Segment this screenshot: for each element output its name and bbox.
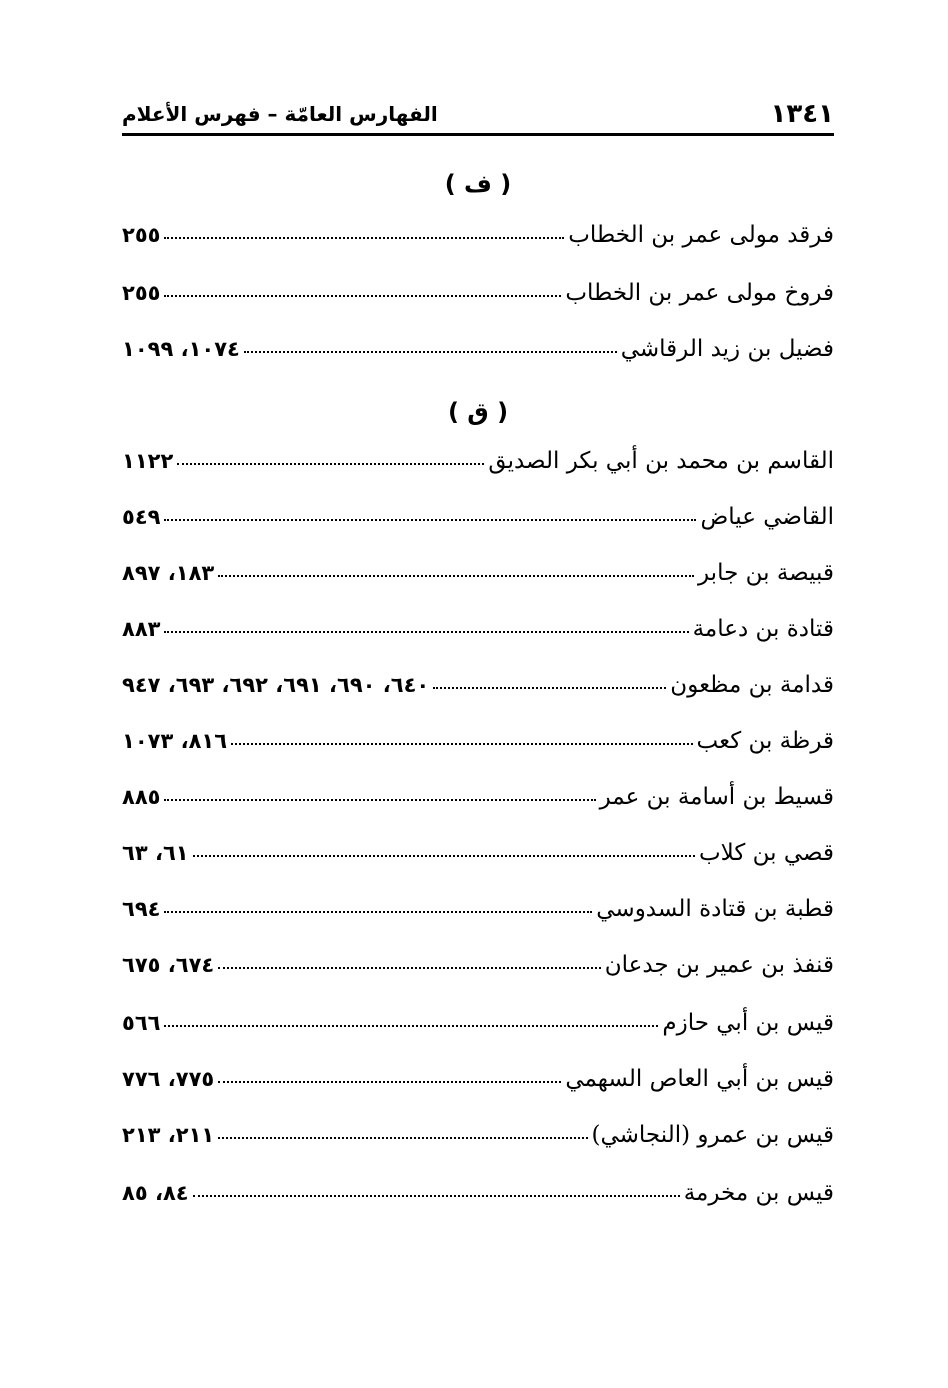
entry-name: فروخ مولى عمر بن الخطاب xyxy=(565,280,834,306)
entry-name: فضيل بن زيد الرقاشي xyxy=(620,336,834,362)
entry-pages: ٦٩٤ xyxy=(122,897,161,921)
dot-leader xyxy=(164,1025,658,1027)
index-entry xyxy=(122,672,834,712)
index-entry xyxy=(122,280,834,320)
dot-leader xyxy=(193,855,695,857)
dot-leader xyxy=(433,687,666,689)
entry-pages: ٧٧٥، ٧٧٦ xyxy=(122,1067,215,1091)
page-header xyxy=(122,96,834,132)
entry-name: فرقد مولى عمر بن الخطاب xyxy=(568,222,834,248)
entry-pages: ٨٨٥ xyxy=(122,785,161,809)
index-entry xyxy=(122,222,834,262)
entry-name: القاضي عياض xyxy=(700,504,834,530)
index-entry xyxy=(122,1122,834,1162)
entry-name: قيس بن مخرمة xyxy=(683,1180,834,1206)
running-title: الفهارس العامّة – فهرس الأعلام xyxy=(122,102,438,126)
dot-leader xyxy=(244,351,617,353)
dot-leader xyxy=(218,1137,587,1139)
section-heading-qaf: ( ق ) xyxy=(447,398,509,426)
entry-name: قسيط بن أسامة بن عمر xyxy=(599,784,834,810)
entry-pages: ٨٨٣ xyxy=(122,617,161,641)
index-entry xyxy=(122,504,834,544)
entry-pages: ٥٦٦ xyxy=(122,1011,161,1035)
entry-name: قيس بن أبي العاص السهمي xyxy=(565,1066,834,1092)
entry-name: قرظة بن كعب xyxy=(696,728,834,754)
entry-pages: ٢١١، ٢١٣ xyxy=(122,1123,215,1147)
dot-leader xyxy=(177,463,484,465)
index-entry xyxy=(122,784,834,824)
dot-leader xyxy=(164,519,696,521)
index-entry xyxy=(122,616,834,656)
page-number: ١٣٤١ xyxy=(770,99,834,129)
dot-leader xyxy=(164,295,561,297)
entry-pages: ٥٤٩ xyxy=(122,505,161,529)
index-entry xyxy=(122,728,834,768)
entry-pages: ٦٤٠، ٦٩٠، ٦٩١، ٦٩٢، ٦٩٣، ٩٤٧ xyxy=(122,673,430,697)
index-entry xyxy=(122,1066,834,1106)
entry-name: قتادة بن دعامة xyxy=(692,616,834,642)
entry-name: قطبة بن قتادة السدوسي xyxy=(596,896,834,922)
entry-name: قيس بن أبي حازم xyxy=(662,1010,834,1036)
index-entry xyxy=(122,336,834,376)
index-entry xyxy=(122,560,834,600)
entry-pages: ١٨٣، ٨٩٧ xyxy=(122,561,215,585)
dot-leader xyxy=(218,1081,561,1083)
entry-pages: ٢٥٥ xyxy=(122,223,161,247)
dot-leader xyxy=(218,967,601,969)
dot-leader xyxy=(164,911,592,913)
entry-name: قبيصة بن جابر xyxy=(697,560,834,586)
index-entry xyxy=(122,1010,834,1050)
entry-name: قدامة بن مظعون xyxy=(670,672,834,698)
index-entry xyxy=(122,896,834,936)
entry-pages: ٦٧٤، ٦٧٥ xyxy=(122,953,215,977)
entry-pages: ٨٤، ٨٥ xyxy=(122,1181,189,1205)
dot-leader xyxy=(231,743,692,745)
entry-pages: ٨١٦، ١٠٧٣ xyxy=(122,729,228,753)
dot-leader xyxy=(193,1195,680,1197)
index-entry xyxy=(122,840,834,880)
entry-pages: ١١٢٢ xyxy=(122,449,174,473)
dot-leader xyxy=(164,237,564,239)
index-entry xyxy=(122,952,834,992)
dot-leader xyxy=(164,799,595,801)
entry-name: قيس بن عمرو (النجاشي) xyxy=(591,1122,834,1148)
entry-pages: ٦١، ٦٣ xyxy=(122,841,189,865)
entry-name: القاسم بن محمد بن أبي بكر الصديق xyxy=(488,448,834,474)
index-entry xyxy=(122,1180,834,1220)
dot-leader xyxy=(164,631,688,633)
entry-name: قصي بن كلاب xyxy=(699,840,834,866)
entry-pages: ١٠٧٤، ١٠٩٩ xyxy=(122,337,240,361)
index-entry xyxy=(122,448,834,488)
section-heading-fa: ( ف ) xyxy=(444,170,512,198)
header-rule xyxy=(122,133,834,136)
dot-leader xyxy=(218,575,694,577)
entry-pages: ٢٥٥ xyxy=(122,281,161,305)
entry-name: قنفذ بن عمير بن جدعان xyxy=(604,952,834,978)
